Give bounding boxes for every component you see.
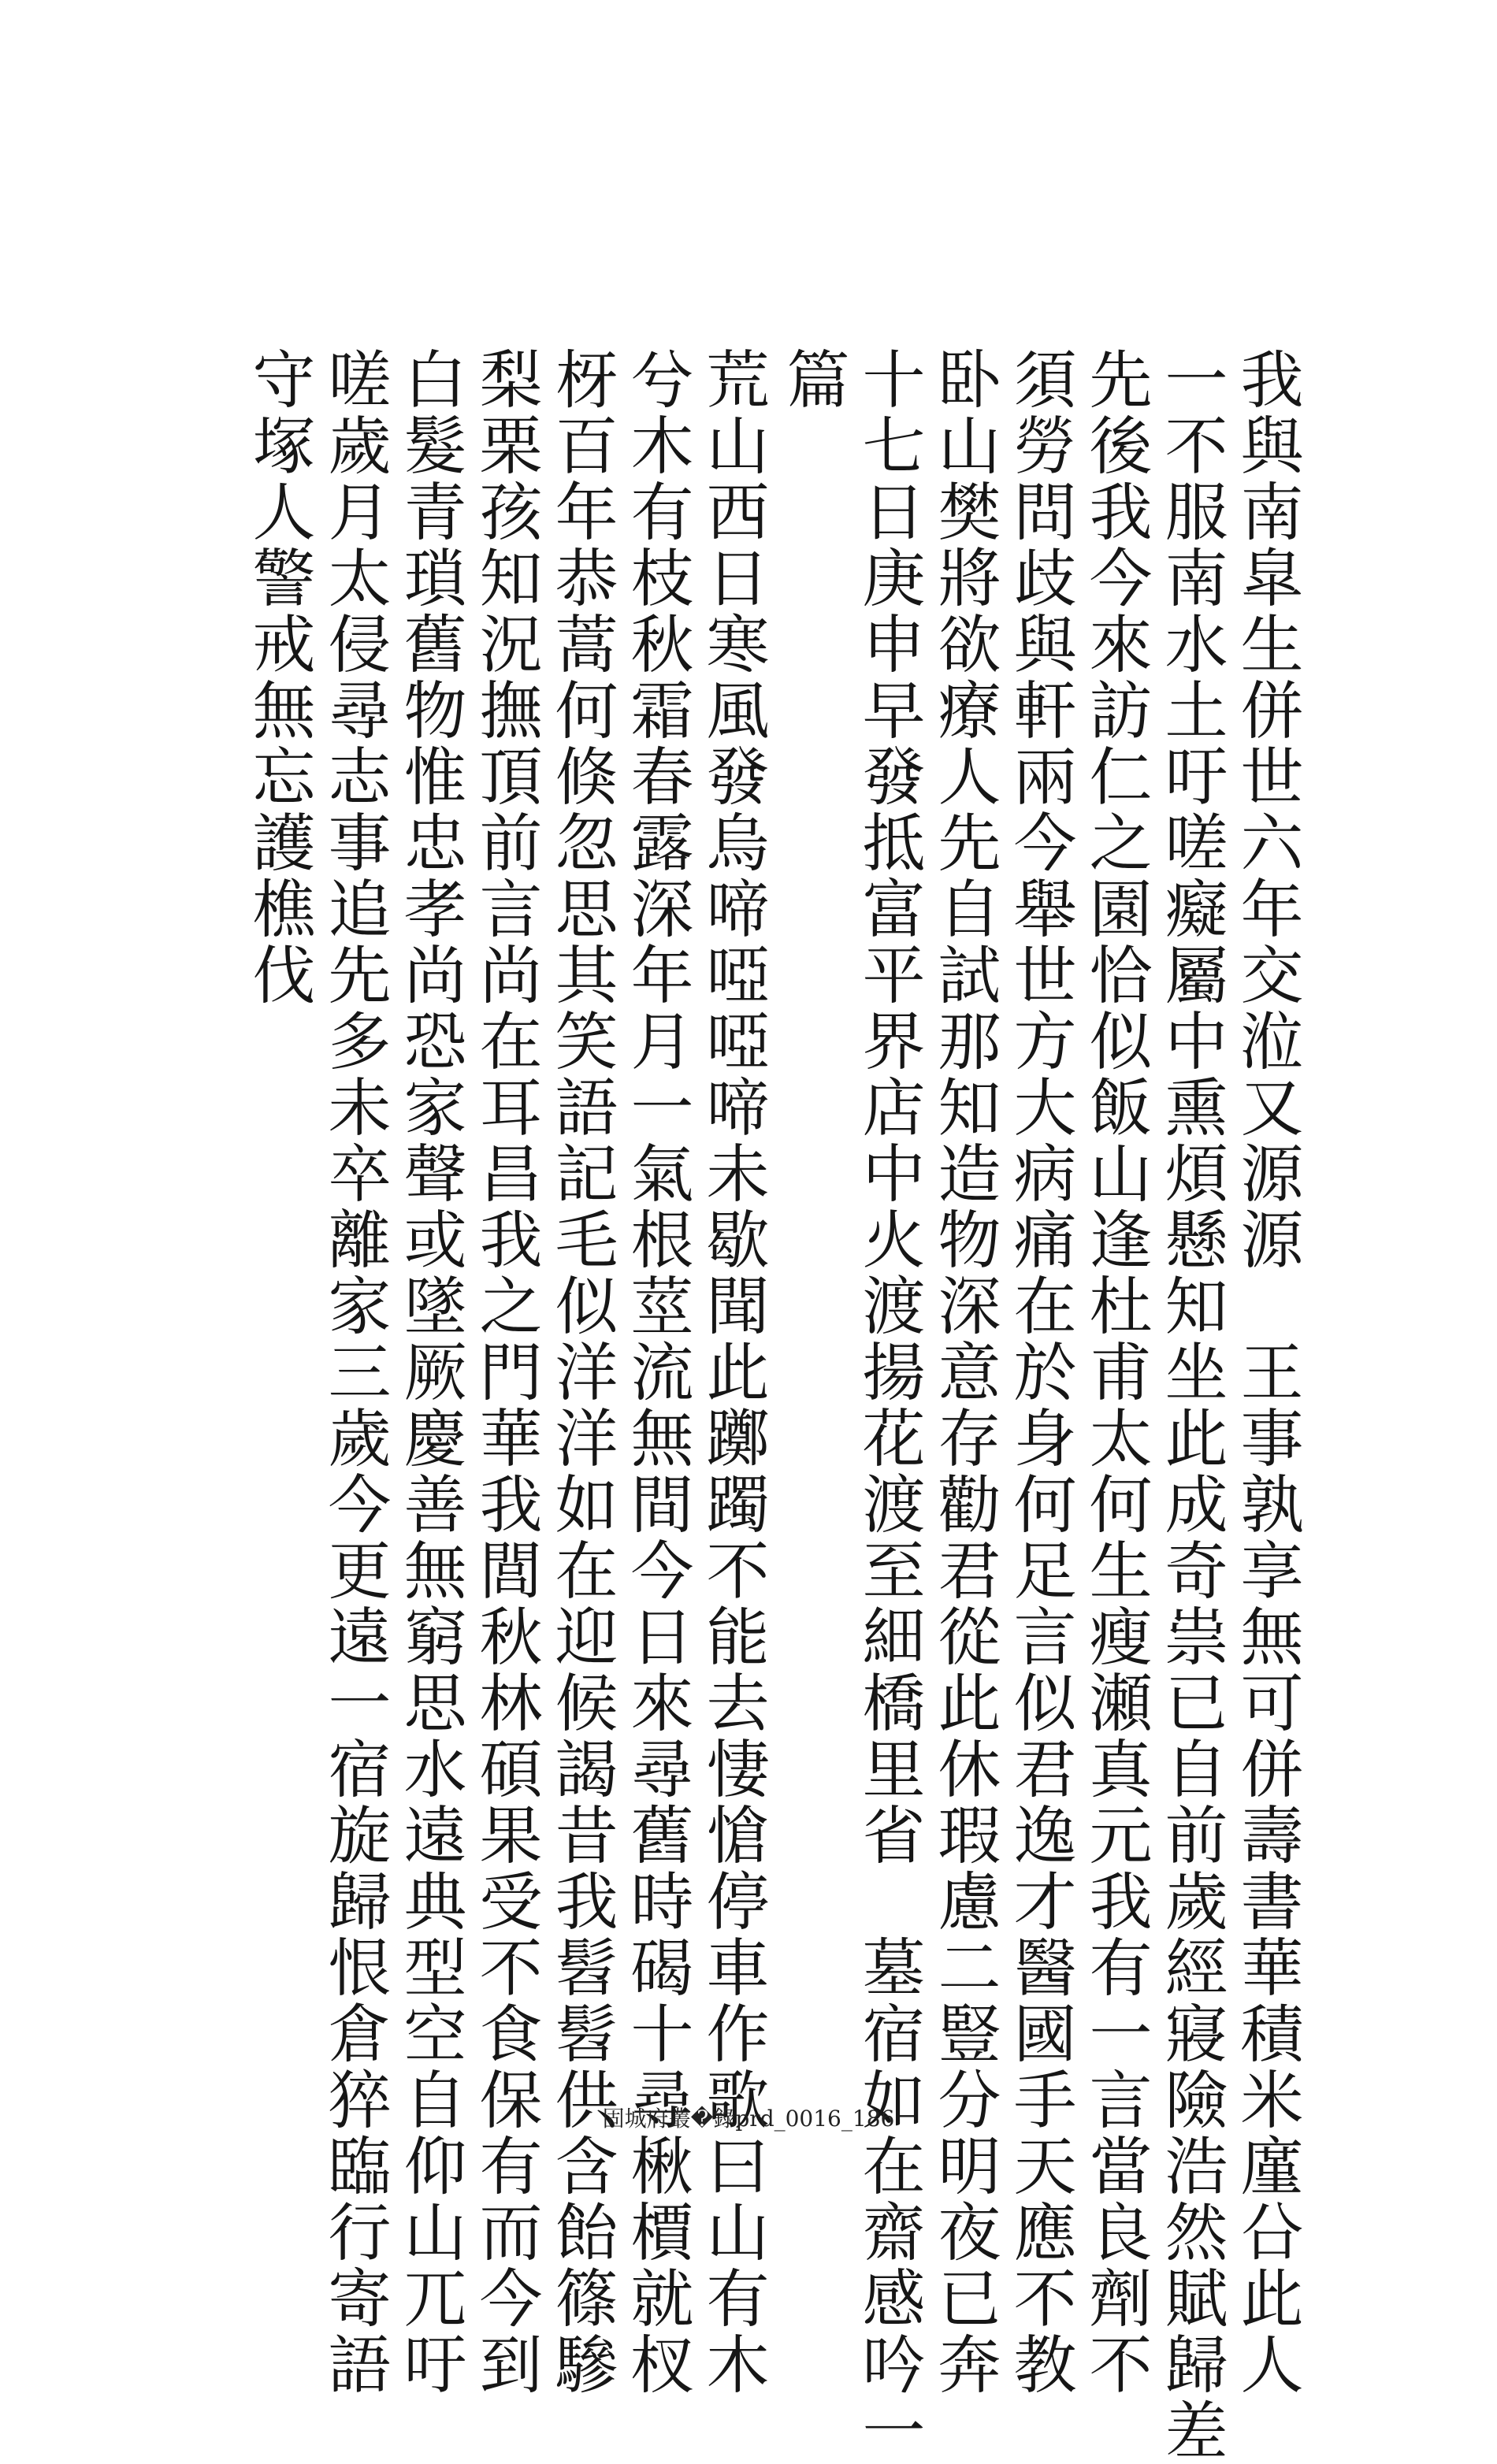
text-column-7: 篇 xyxy=(776,347,849,413)
text-column-4: 須勞問歧與軒兩今舉世方大病痛在於身何足言似君逸才醫國手天應不教 xyxy=(1003,347,1076,2398)
text-column-10: 枒百年恭蒿何倏忽思其笑語記毛似洋洋如在迎候謁昔我髫髫供含飴篠驂 xyxy=(544,347,618,2398)
text-column-6: 十七日庚申早發抵富平界店中火渡揚花渡至細橋里省 墓宿如在齋感吟一 xyxy=(852,347,925,2464)
text-column-11: 梨栗孩知況撫頂前言尚在耳昌我之門華我閭秋林碩果受不食保有而今到 xyxy=(469,347,542,2398)
text-column-13: 嗟歲月太侵尋志事追先多未卒離家三歲今更遠一宿旋歸恨倉猝臨行寄語 xyxy=(318,347,391,2398)
page-caption: 固城府叢�錄prd_0016_186 xyxy=(602,2106,895,2132)
text-column-5: 卧山樊將欲療人先自試那知造物深意存勸君從此休瑕慮二豎分明夜已奔 xyxy=(927,347,1001,2398)
text-column-9: 兮木有枝秋霜春露深年月一氣根莖流無間今日來尋舊時碣十尋楸檟就杈 xyxy=(620,347,693,2398)
text-column-14: 守塚人警戒無忘護樵伐 xyxy=(242,347,315,1008)
text-column-12: 白髮青瑣舊物惟忠孝尚恐家聲或墜厥慶善無窮思水遠典型空自仰山兀吁 xyxy=(393,347,466,2398)
text-column-1: 我與南皐生併世六年交涖又源源 王事孰享無可併壽書華積米廑㕣此人 xyxy=(1230,347,1303,2398)
text-column-3: 先後我今來訪仁之園恰似飯山逢杜甫太何生瘦瀬真元我有一言當良劑不 xyxy=(1079,347,1152,2398)
text-column-8: 荒山西日寒風發烏啼啞啞啼未歇聞此躑躅不能去悽愴停車作歌曰山有木 xyxy=(696,347,769,2398)
text-column-2: 一不服南水土吁嗟癡屬中熏煩懸知坐此成奇祟已自前歲經寢險浩然賦歸差 xyxy=(1154,347,1228,2464)
